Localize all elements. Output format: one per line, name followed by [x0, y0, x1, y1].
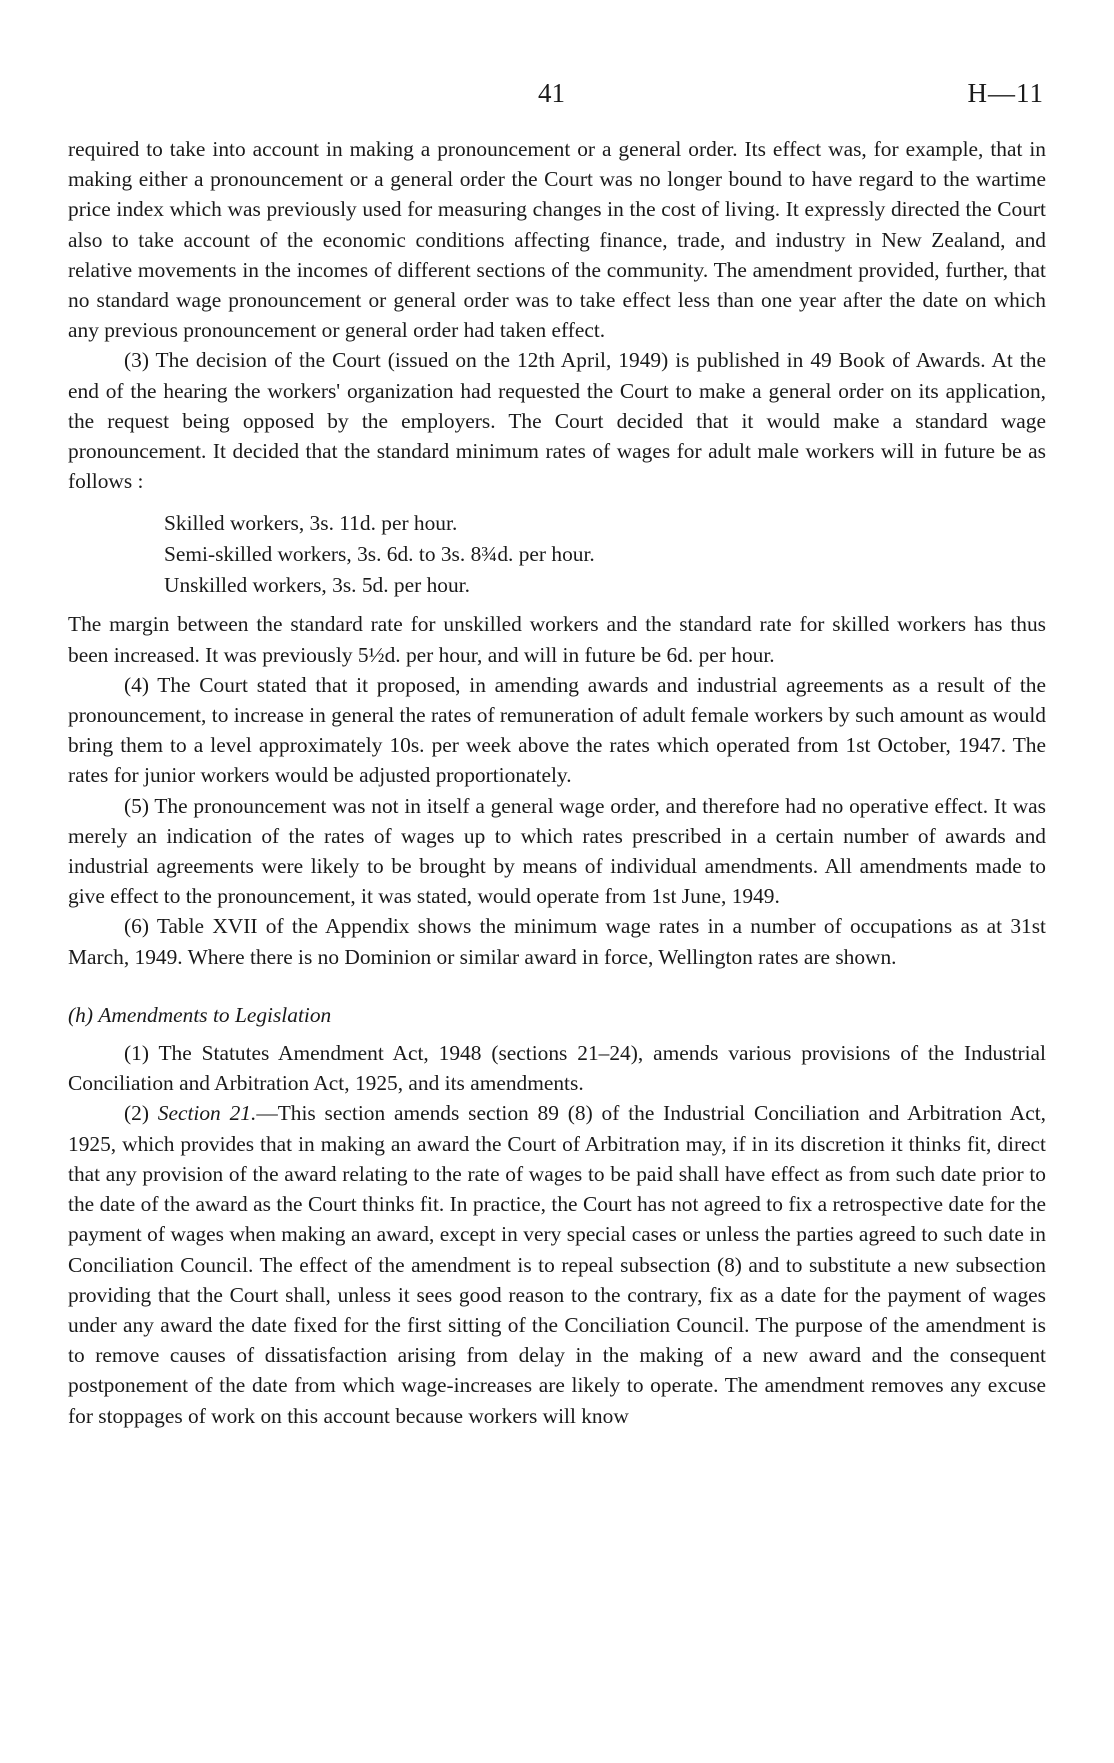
- paragraph-1: required to take into account in making a pronouncement or a general order. Its effect was, for example, that in making either a pronouncement or a general order the Court was no longer bound to have regard to the wartime price index which was previously used for measuring changes in the cost of living. It expressly directed the Court also to take account of the economic conditions affecting finance, trade, and industry in New Zealand, and relative movements in the incomes of different sections of the community. The amendment provided, further, that no standard wage pronouncement or general order was to take effect less than one year after the date on which any previous pronouncement or general order had taken effect.: [68, 137, 1046, 343]
- paragraph-amend-2: [68, 1098, 1046, 1430]
- paragraph-4: (4) The Court stated that it proposed, in amending awards and industrial agreements as a result of the pronouncement, to increase in general the rates of remuneration of adult female workers by such amount as would bring them to a level approximately 10s. per week above the rates which operated from 1st October, 1947. The rates for junior workers would be adjusted proportionately.: [68, 672, 1046, 788]
- rate-semi-skilled: Semi-skilled workers, 3s. 6d. to 3s. 8¾d. per hour.: [164, 542, 595, 567]
- paragraph-amend-2-body: —This section amends section 89 (8) of the Industrial Conciliation and Arbitration Act, 1925, which provides that in making an award the Court of Arbitration may, if in its discretion it thinks fit, direct that any provision of the award relating to the rate of wages to be paid shall have effect as from such date prior to the date of the award as the Court thinks fit. In practice, the Court has not agreed to fix a retrospective date for the payment of wages when making an award, except in very special cases or unless the parties agreed to such date in Conciliation Council. The effect of the amendment is to repeal subsection (8) and to substitute a new subsection providing that the Court shall, unless it sees good reason to the contrary, fix as a date for the payment of wages under any award the date fixed for the first sitting of the Conciliation Council. The purpose of the amendment is to remove causes of dissatisfaction arising from delay in the making of a new award and the consequent postponement of the date from which wage-increases are likely to operate. The amendment removes any excuse for stoppages of work on this account because workers will know: [68, 1101, 1046, 1428]
- wage-rates-list: [164, 508, 1046, 601]
- rate-unskilled: Unskilled workers, 3s. 5d. per hour.: [164, 573, 470, 598]
- section-label: (h): [68, 1002, 93, 1027]
- paragraph-6: (6) Table XVII of the Appendix shows the minimum wage rates in a number of occupations as at 31st March, 1949. Where there is no Dominion or similar award in force, Wellington rates are shown.: [68, 914, 1046, 969]
- paragraph-amend-1: (1) The Statutes Amendment Act, 1948 (sections 21–24), amends various provisions of the Industrial Conciliation and Arbitration Act, 1925, and its amendments.: [68, 1041, 1046, 1096]
- page-header: [0, 78, 1114, 118]
- section-heading: [68, 1000, 1046, 1030]
- section-title: Amendments to Legislation: [98, 1002, 332, 1027]
- rate-skilled: Skilled workers, 3s. 11d. per hour.: [164, 511, 458, 536]
- paragraph-amend-2-lead: (2): [124, 1101, 149, 1126]
- page-number: 41: [538, 78, 565, 108]
- document-reference: H—11: [967, 78, 1044, 108]
- document-body: [68, 134, 1046, 1431]
- paragraph-margin: The margin between the standard rate for unskilled workers and the standard rate for skilled workers has thus been increased. It was previously 5½d. per hour, and will in future be 6d. per hour.: [68, 612, 1046, 667]
- paragraph-5: (5) The pronouncement was not in itself a general wage order, and therefore had no operative effect. It was merely an indication of the rates of wages up to which rates prescribed in a certain number of awards and industrial agreements were likely to be brought by means of individual amendments. All amendments made to give effect to the pronouncement, it was stated, would operate from 1st June, 1949.: [68, 793, 1046, 909]
- paragraph-3: (3) The decision of the Court (issued on the 12th April, 1949) is published in 49 Book of Awards. At the end of the hearing the workers' organization had requested the Court to make a general order on its application, the request being opposed by the employers. The Court decided that it would make a standard wage pronouncement. It decided that the standard minimum rates of wages for adult male workers will in future be as follows :: [68, 348, 1046, 494]
- section-21-heading: Section 21.: [157, 1101, 257, 1126]
